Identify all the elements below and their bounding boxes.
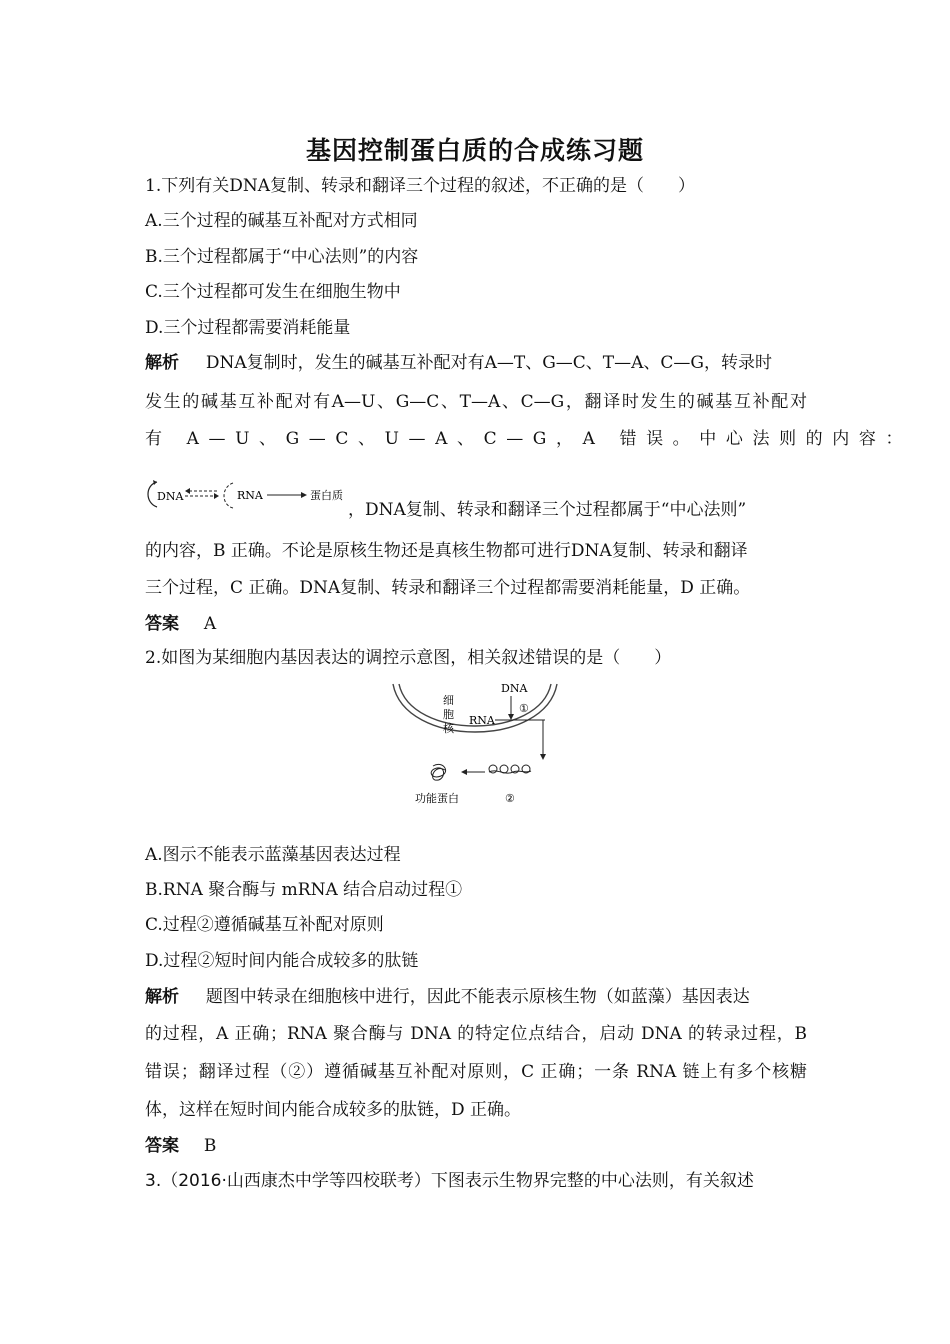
figure-rna-label: RNA — [469, 714, 495, 727]
question-1-analysis-line-2: 发生的碱基互补配对有A—U、G—C、T—A、C—G，翻译时发生的碱基互补配对 — [145, 392, 807, 412]
analysis-label: 解析 — [145, 353, 179, 373]
question-3-source: 3.（2016·山西康杰中学等四校联考） — [145, 1171, 431, 1191]
figure-dna-label: DNA — [501, 682, 528, 695]
question-1-option-b: B.三个过程都属于“中心法则”的内容 — [145, 247, 419, 267]
analysis-label: 解析 — [145, 987, 179, 1007]
question-2-analysis-line-1 — [145, 986, 750, 1008]
folded-protein — [431, 764, 445, 780]
question-2-analysis-line-2: 的过程，A 正确；RNA 聚合酶与 DNA 的特定位点结合，启动 DNA 的转录过程，B — [145, 1024, 807, 1044]
diagram-rna-label: RNA — [237, 489, 263, 502]
question-1-analysis-line-4: ，DNA复制、转录和翻译三个过程都属于“中心法则” — [348, 500, 747, 520]
question-2-analysis-line-4: 体，这样在短时间内能合成较多的肽链，D 正确。 — [145, 1100, 522, 1120]
replication-arc — [148, 482, 157, 507]
question-2-option-d: D.过程②短时间内能合成较多的肽链 — [145, 951, 419, 971]
ribosome-2 — [500, 765, 508, 773]
question-1-answer — [145, 613, 216, 635]
question-1-option-c: C.三个过程都可发生在细胞生物中 — [145, 282, 401, 302]
question-2-answer — [145, 1135, 216, 1157]
question-2-option-b: B.RNA 聚合酶与 mRNA 结合启动过程① — [145, 880, 463, 900]
figure-nucleus-char-3: 核 — [443, 722, 454, 735]
answer-value: B — [203, 1136, 217, 1156]
diagram-dna-label: DNA — [157, 490, 184, 503]
answer-label: 答案 — [145, 614, 179, 634]
question-1-option-d: D.三个过程都需要消耗能量 — [145, 318, 351, 338]
rna-replication-arc — [224, 483, 233, 508]
question-2-option-a: A.图示不能表示蓝藻基因表达过程 — [145, 845, 401, 865]
question-1-stem: 1.下列有关DNA复制、转录和翻译三个过程的叙述，不正确的是（ ） — [145, 176, 696, 196]
question-2-stem: 2.如图为某细胞内基因表达的调控示意图，相关叙述错误的是（ ） — [145, 648, 672, 668]
figure-step-1-label: ① — [519, 702, 529, 715]
central-dogma-diagram — [143, 477, 353, 513]
ribosome-1 — [489, 765, 497, 773]
answer-value: A — [203, 614, 217, 634]
page-title: 基因控制蛋白质的合成练习题 — [305, 136, 644, 165]
question-1-analysis-line-5: 的内容，B 正确。不论是原核生物还是真核生物都可进行DNA复制、转录和翻译 — [145, 541, 748, 561]
figure-protein-label: 功能蛋白 — [415, 792, 459, 805]
question-1-option-a: A.三个过程的碱基互补配对方式相同 — [145, 211, 418, 231]
gene-expression-figure — [385, 678, 565, 808]
question-3-stem — [145, 1170, 754, 1192]
figure-step-2-label: ② — [505, 792, 515, 805]
question-1-analysis-line-1 — [145, 352, 772, 374]
question-3-text: 下图表示生物界完整的中心法则，有关叙述 — [430, 1171, 754, 1191]
answer-label: 答案 — [145, 1136, 179, 1156]
figure-nucleus-char-2: 胞 — [443, 708, 454, 721]
question-1-analysis-line-3: 有 A—U、G—C、U—A、C—G，A 错误。中心法则的内容： — [145, 429, 913, 449]
figure-nucleus-char-1: 细 — [443, 694, 454, 707]
question-2-option-c: C.过程②遵循碱基互补配对原则 — [145, 915, 384, 935]
question-2-analysis-line-3: 错误；翻译过程（②）遵循碱基互补配对原则，C 正确；一条 RNA 链上有多个核糖 — [145, 1062, 807, 1082]
analysis-text: DNA复制时，发生的碱基互补配对有A—T、G—C、T—A、C—G，转录时 — [205, 353, 772, 373]
diagram-protein-label: 蛋白质 — [310, 489, 343, 502]
question-1-analysis-line-6: 三个过程，C 正确。DNA复制、转录和翻译三个过程都需要消耗能量，D 正确。 — [145, 578, 751, 598]
analysis-text: 题图中转录在细胞核中进行，因此不能表示原核生物（如蓝藻）基因表达 — [205, 987, 750, 1007]
